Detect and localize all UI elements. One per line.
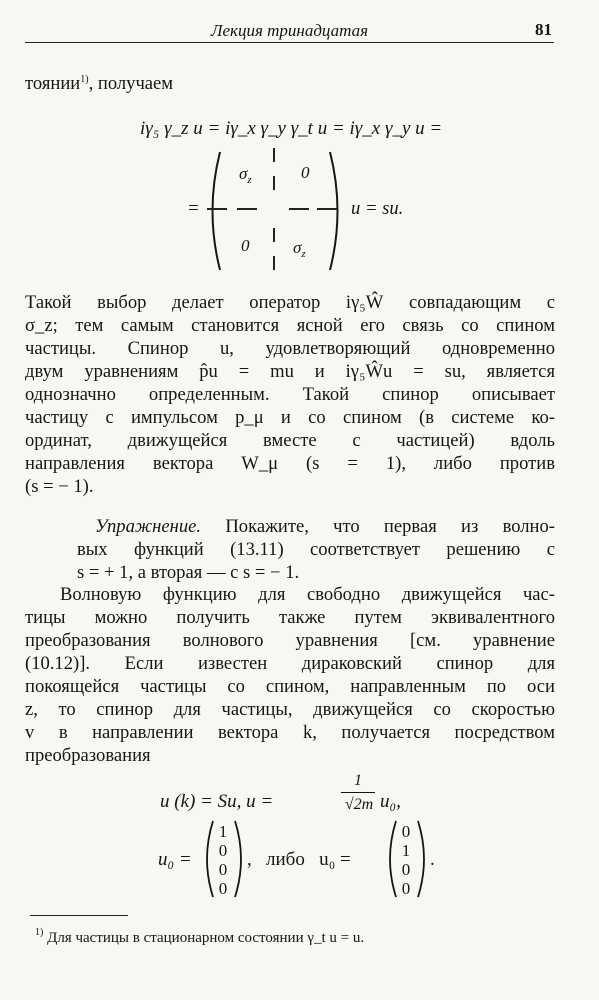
footnote-mark: 1) — [80, 74, 89, 85]
matrix-cell: $\sigma_z$ — [293, 238, 306, 260]
column-vector: 0 1 0 0 — [401, 822, 411, 898]
fraction-bar — [341, 792, 375, 793]
text-line: (s = − 1). — [25, 476, 94, 497]
text-line: частицу с импульсом p_μ и со спином (в системе ко- — [25, 407, 555, 428]
divider — [273, 176, 275, 190]
divider — [289, 208, 309, 210]
text-line: однозначно определенным. Такой спинор описывает — [25, 384, 555, 405]
matrix-cell: 0 — [241, 236, 250, 255]
text-line: преобразования — [25, 745, 151, 766]
divider — [237, 208, 257, 210]
page-number: 81 — [535, 20, 552, 39]
right-paren — [415, 818, 431, 900]
matrix-cell: 0 — [301, 163, 310, 182]
left-paren — [203, 148, 223, 274]
equation: iγ₅ γ_z u = iγ_x γ_y γ_t u = iγ_x γ_y u = — [140, 118, 443, 139]
equation: , либо u₀ = — [247, 849, 351, 870]
divider — [273, 148, 275, 162]
chapter-title: Лекция тринадцатая — [210, 21, 369, 40]
exercise-label: Упражнение. — [95, 516, 202, 537]
equation: . — [430, 849, 435, 870]
text-line: v в направлении вектора k, получается посредством — [25, 722, 555, 743]
text-line: (10.12)]. Если известен дираковский спинор для — [25, 653, 555, 674]
footnote-mark: 1) — [35, 927, 44, 938]
footnote: $^{1)}$ Для частицы в стационарном состоянии γ_t u = u. — [35, 927, 365, 946]
text-line: направления вектора W_μ (s = 1), либо против — [25, 453, 555, 474]
text-line: σ_z; тем самым становится ясной его связь со спином — [25, 315, 555, 336]
exercise-line: s = + 1, а вторая — с s = − 1. — [77, 562, 300, 583]
running-header — [25, 20, 554, 43]
text-line: Такой выбор делает оператор iγ₅Ŵ совпадающим с — [25, 292, 555, 313]
fraction-denominator: √2m — [344, 796, 374, 813]
divider — [273, 256, 275, 270]
text-line: z, то спинор для частицы, движущейся со скоростью — [25, 699, 555, 720]
text-line: двум уравнениям p̂u = mu и iγ₅Ŵu = su, является — [25, 361, 555, 382]
footnote-rule — [30, 915, 128, 916]
text-line: частицы. Спинор u, удовлетворяющий одновременно — [25, 338, 555, 359]
divider — [273, 228, 275, 242]
exercise-line: Упражнение. Покажите, что первая из волно- — [95, 516, 555, 537]
text-line: тоянии$^{1)}$, получаем — [25, 73, 174, 94]
text-line: ординат, движущейся вместе с частицей) вдоль — [25, 430, 555, 451]
text-line: преобразования волнового уравнения [см. уравнение — [25, 630, 555, 651]
text-line: Волновую функцию для свободно движущейся час- — [60, 584, 555, 605]
right-paren — [327, 148, 347, 274]
column-vector: 1 0 0 0 — [218, 822, 228, 898]
text-line: тицы можно получить также путем эквивалентного — [25, 607, 555, 628]
right-paren — [232, 818, 248, 900]
equation-part: u = su. — [351, 198, 404, 219]
text-line: покоящейся частицы со спином, направленным по оси — [25, 676, 555, 697]
divider — [207, 208, 227, 210]
equation: u₀ = — [158, 849, 192, 870]
exercise-line: вых функций (13.11) соответствует решению с — [77, 539, 555, 560]
matrix-cell: $\sigma_z$ — [239, 164, 252, 186]
equation-part: = — [187, 198, 200, 219]
fraction-numerator: 1 — [354, 772, 362, 789]
equation: u₀, — [380, 791, 401, 812]
equation: u (k) = Su, u = — [160, 791, 274, 812]
block-matrix — [175, 148, 415, 274]
